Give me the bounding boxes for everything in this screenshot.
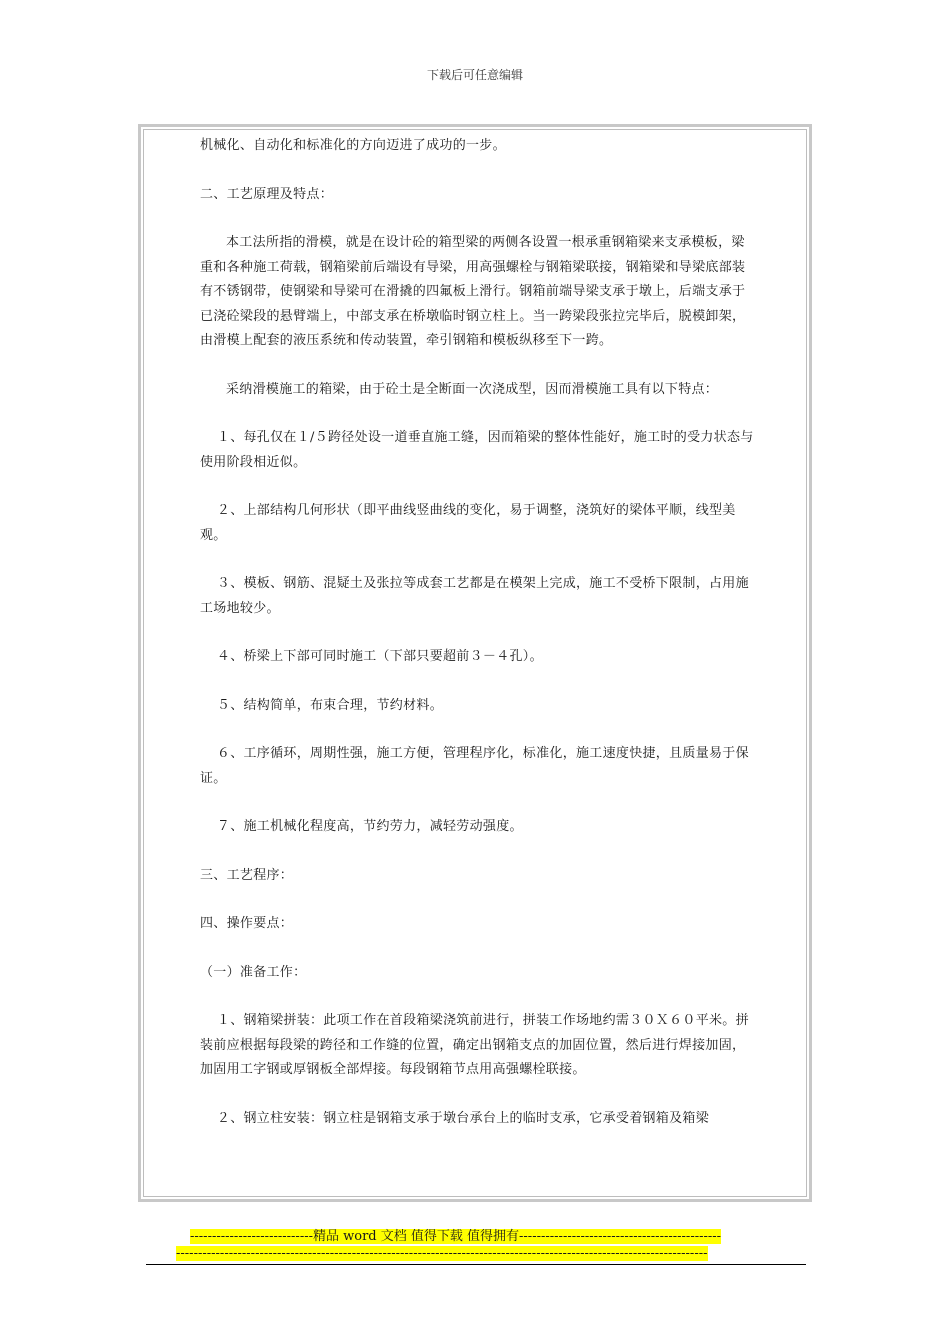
document-frame bbox=[138, 124, 812, 1202]
footer-banner-text: ----------------------------精品 word 文档 值得下载 值得拥有---------------------------------------------- bbox=[190, 1229, 722, 1244]
paragraph: 采纳滑模施工的箱梁，由于砼土是全断面一次浇成型，因而滑模施工具有以下特点： bbox=[226, 381, 719, 397]
paragraph: 机械化、自动化和标准化的方向迈进了成功的一步。 bbox=[200, 138, 506, 153]
page-header: 下载后可任意编辑 bbox=[426, 68, 523, 82]
list-item: ２、上部结构几何形状（即平曲线竖曲线的变化，易于调整，浇筑好的梁体平顺，线型美观。 bbox=[200, 503, 736, 543]
footer-banner bbox=[176, 1228, 776, 1262]
list-item: ６、工序循环，周期性强，施工方便，管理程序化，标准化，施工速度快捷，且质量易于保证。 bbox=[200, 746, 749, 786]
list-item: ５、结构简单，布束合理，节约材料。 bbox=[216, 697, 443, 713]
document-body bbox=[200, 134, 756, 1155]
list-item: ２、钢立柱安装：钢立柱是钢箱支承于墩台承台上的临时支承，它承受着钢箱及箱梁 bbox=[216, 1110, 709, 1126]
footer-banner-line bbox=[176, 1245, 776, 1262]
list-item: １、钢箱梁拼装：此项工作在首段箱梁浇筑前进行，拼装工作场地约需３０Ｘ６０平米。拼装前应根据每段梁的跨径和工作缝的位置，确定出钢箱支点的加固位置，然后进行焊接加固，加固用工字钢或厚钢板全部焊接。每段钢箱节点用高强螺栓联接。 bbox=[200, 1013, 749, 1077]
document-frame-inner bbox=[143, 129, 807, 1197]
footer-divider bbox=[146, 1264, 806, 1265]
section-heading: 四、操作要点： bbox=[200, 916, 294, 931]
subsection-heading: （一）准备工作： bbox=[200, 964, 307, 980]
footer-banner-line bbox=[176, 1228, 776, 1245]
list-item: ３、模板、钢筋、混疑土及张拉等成套工艺都是在模架上完成，施工不受桥下限制，占用施工场地较少。 bbox=[200, 576, 749, 616]
list-item: ４、桥梁上下部可同时施工（下部只要超前３－４孔）。 bbox=[216, 649, 543, 664]
footer-banner-text: ------------------------------------------------------------------------------------------------------------------------- bbox=[176, 1246, 708, 1261]
list-item: １、每孔仅在１/５跨径处设一道垂直施工缝，因而箱梁的整体性能好，施工时的受力状态与使用阶段相近似。 bbox=[200, 430, 754, 470]
list-item: ７、施工机械化程度高，节约劳力，减轻劳动强度。 bbox=[216, 819, 523, 834]
paragraph: 本工法所指的滑模，就是在设计砼的箱型梁的两侧各设置一根承重钢箱梁来支承模板，梁重和各种施工荷载，钢箱梁前后端设有导梁，用高强螺栓与钢箱梁联接，钢箱梁和导梁底部装有不锈钢带，使钢梁和导梁可在滑撬的四氟板上滑行。钢箱前端导梁支承于墩上，后端支承于已浇砼梁段的悬臂端上，中部支承在桥墩临时钢立柱上。当一跨梁段张拉完毕后，脱模卸架，由滑模上配套的液压系统和传动装置，牵引钢箱和模板纵移至下一跨。 bbox=[200, 235, 746, 348]
section-heading: 三、工艺程序： bbox=[200, 867, 294, 883]
section-heading: 二、工艺原理及特点： bbox=[200, 186, 334, 202]
